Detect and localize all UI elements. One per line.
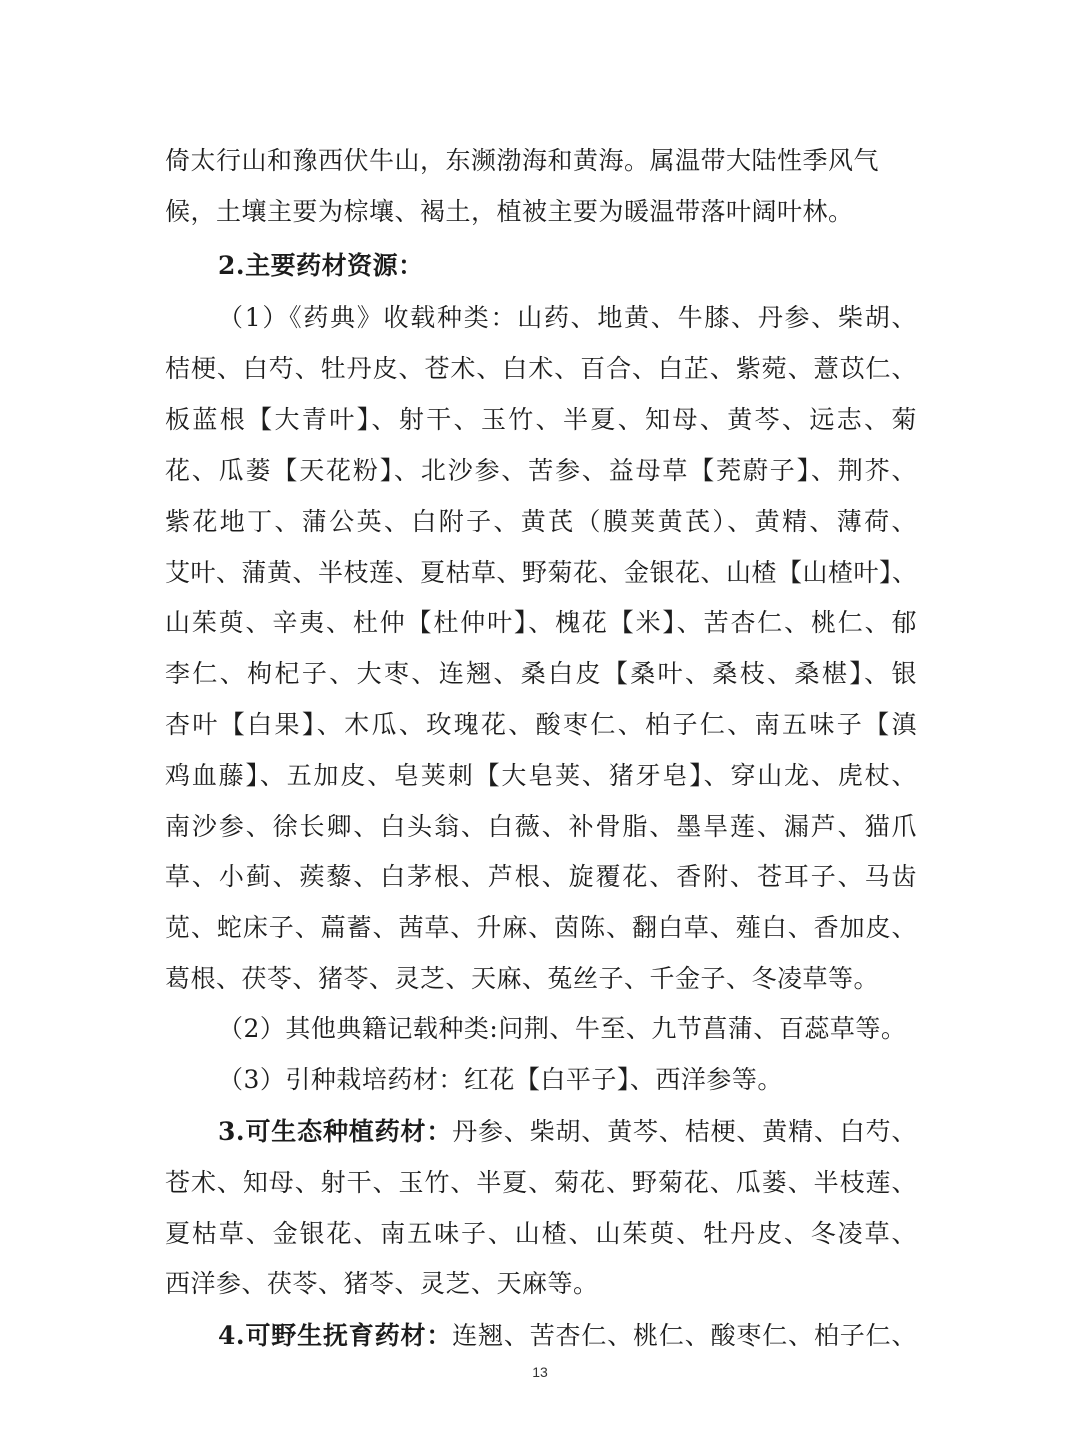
- heading-text: 丹参、柴胡、黄芩、桔梗、黄精、白芍、: [452, 1117, 917, 1146]
- heading-label: 4.可野生抚育药材：: [218, 1321, 453, 1350]
- text-line: 候，土壤主要为棕壤、褐土，植被主要为暖温带落叶阔叶林。: [165, 197, 854, 226]
- text-line: 草、小蓟、蒺藜、白茅根、芦根、旋覆花、香附、苍耳子、马齿: [165, 862, 917, 891]
- text-line: （1）《药典》收载种类：山药、地黄、牛膝、丹参、柴胡、: [218, 303, 917, 332]
- text-line: 鸡血藤】、五加皮、皂荚刺【大皂荚、猪牙皂】、穿山龙、虎杖、: [165, 761, 917, 790]
- text-line: 桔梗、白芍、牡丹皮、苍术、白术、百合、白芷、紫菀、薏苡仁、: [165, 354, 917, 383]
- text-line: 李仁、枸杞子、大枣、连翘、桑白皮【桑叶、桑枝、桑椹】、银: [165, 659, 917, 688]
- text-line: 苋、蛇床子、萹蓄、茜草、升麻、茵陈、翻白草、薤白、香加皮、: [165, 913, 917, 942]
- text-line: 花、瓜蒌【天花粉】、北沙参、苦参、益母草【茺蔚子】、荆芥、: [165, 456, 917, 485]
- text-line: 南沙参、徐长卿、白头翁、白薇、补骨脂、墨旱莲、漏芦、猫爪: [165, 812, 917, 841]
- text-line: 西洋参、茯苓、猪苓、灵芝、天麻等。: [165, 1269, 599, 1298]
- text-line: 板蓝根【大青叶】、射干、玉竹、半夏、知母、黄芩、远志、菊: [165, 405, 917, 434]
- heading-text: 连翘、苦杏仁、桃仁、酸枣仁、柏子仁、: [452, 1321, 917, 1350]
- text-line: 苍术、知母、射干、玉竹、半夏、菊花、野菊花、瓜蒌、半枝莲、: [165, 1168, 917, 1197]
- section-heading-3: [218, 1114, 917, 1150]
- heading-label: 3.可生态种植药材：: [218, 1117, 453, 1146]
- text-line: 山茱萸、辛夷、杜仲【杜仲叶】、槐花【米】、苦杏仁、桃仁、郁: [165, 608, 917, 637]
- text-line: 倚太行山和豫西伏牛山，东濒渤海和黄海。属温带大陆性季风气: [165, 146, 880, 175]
- text-line: （3）引种栽培药材：红花【白平子】、西洋参等。: [218, 1065, 783, 1094]
- text-line: 葛根、茯苓、猪苓、灵芝、天麻、菟丝子、千金子、冬凌草等。: [165, 964, 880, 993]
- text-line: 杏叶【白果】、木瓜、玫瑰花、酸枣仁、柏子仁、南五味子【滇: [165, 710, 917, 739]
- section-heading-2: 2.主要药材资源：: [218, 251, 424, 280]
- text-line: 夏枯草、金银花、南五味子、山楂、山茱萸、牡丹皮、冬凌草、: [165, 1219, 917, 1248]
- page-number: 13: [532, 1364, 548, 1380]
- text-line: （2）其他典籍记载种类:问荆、牛至、九节菖蒲、百蕊草等。: [218, 1014, 907, 1043]
- text-line: 艾叶、蒲黄、半枝莲、夏枯草、野菊花、金银花、山楂【山楂叶】、: [165, 558, 918, 587]
- section-heading-4: [218, 1318, 917, 1354]
- text-line: 紫花地丁、蒲公英、白附子、黄芪（膜荚黄芪）、黄精、薄荷、: [165, 507, 917, 536]
